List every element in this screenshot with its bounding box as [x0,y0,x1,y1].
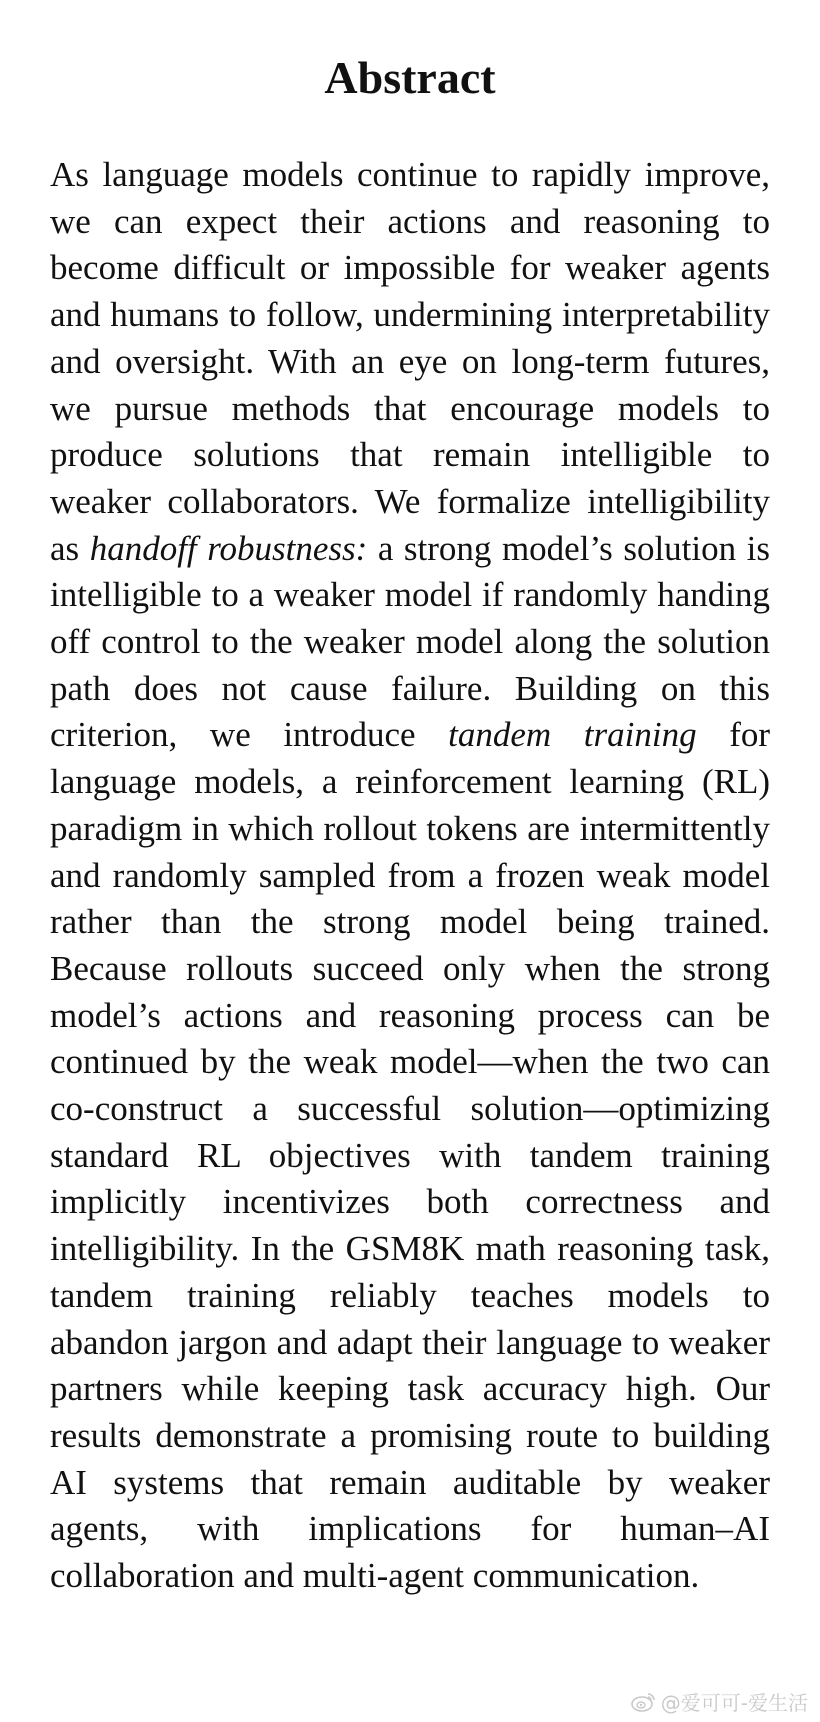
abstract-term-handoff-robustness: handoff robustness: [89,528,368,568]
abstract-term-tandem-training: tandem training [448,715,697,755]
abstract-body [50,152,770,1600]
watermark-text: @爱可可-爱生活 [660,1691,808,1715]
abstract-text-2: a strong model’s solution is intelligible to a weaker model if randomly handing off control to the weaker model along the solution path does not cause failure. Building on this criterion, we introduce [50,528,771,755]
abstract-text-3: for language models, a reinforcement learning (RL) paradigm in which rollout tokens are intermittently and randomly sampled from a frozen weak model rather than the strong model being trained. Because rollouts succeed only when the strong model’s actions and reasoning process can be continued by the weak model—when the two can co-construct a successful solution—optimizing standard RL objectives with tandem training implicitly incentivizes both correctness and intelligibility. In the GSM8K math reasoning task, tandem training reliably teaches models to abandon jargon and adapt their language to weaker partners while keeping task accuracy high. Our results demonstrate a promising route to building AI systems that remain auditable by weaker agents, with implications for human–AI collaboration and multi-agent communication. [50,715,771,1596]
abstract-text-1: As language models continue to rapidly improve, we can expect their actions and reasoning to become difficult or impossible for weaker agents and humans to follow, undermining interpretability and oversight. With an eye on long-term futures, we pursue methods that encourage models to produce solutions that remain intelligible to weaker collaborators. We formalize intelligibility as [50,155,770,568]
watermark [631,1687,808,1716]
weibo-icon [631,1691,657,1713]
section-heading: Abstract [324,52,496,103]
